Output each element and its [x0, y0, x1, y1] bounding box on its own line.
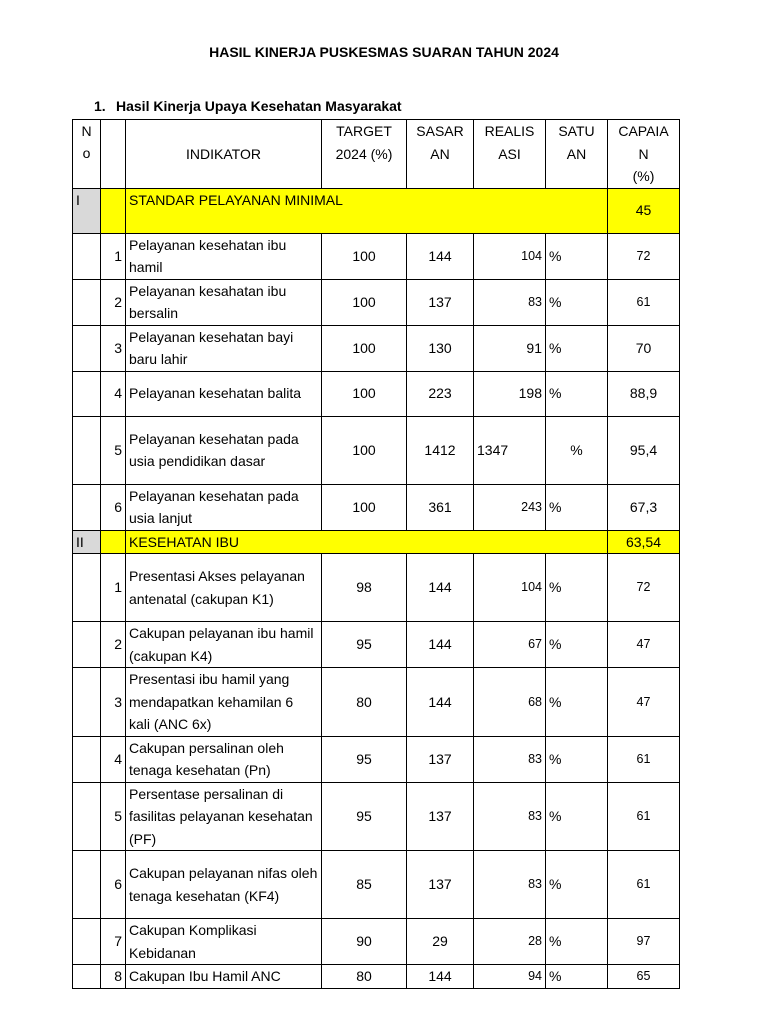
header-indikator: INDIKATOR [126, 120, 322, 189]
row-satuan: % [546, 325, 608, 371]
row-satuan: % [546, 782, 608, 851]
section-roman-numeral: II [73, 530, 101, 554]
row-blank-cell [73, 782, 101, 851]
row-indikator: Pelayanan kesehatan pada usia lanjut [126, 484, 322, 530]
table-row [73, 965, 680, 989]
row-sasaran: 361 [407, 484, 474, 530]
row-indikator: Cakupan Ibu Hamil ANC [126, 965, 322, 989]
document-title: HASIL KINERJA PUSKESMAS SUARAN TAHUN 2024 [209, 44, 559, 60]
row-sasaran: 130 [407, 325, 474, 371]
row-sasaran: 137 [407, 851, 474, 919]
row-blank-cell [73, 554, 101, 622]
row-realisasi: 91 [474, 325, 546, 371]
row-blank-cell [73, 325, 101, 371]
row-satuan: % [546, 965, 608, 989]
row-satuan: % [546, 622, 608, 668]
row-realisasi: 94 [474, 965, 546, 989]
row-number: 7 [101, 919, 126, 965]
row-satuan: % [546, 484, 608, 530]
row-capaian: 61 [608, 782, 680, 851]
row-sasaran: 137 [407, 736, 474, 782]
row-number: 1 [101, 554, 126, 622]
section-row [73, 530, 680, 554]
row-indikator: Pelayanan kesahatan ibu bersalin [126, 279, 322, 325]
row-capaian: 72 [608, 233, 680, 279]
row-realisasi: 83 [474, 782, 546, 851]
row-sasaran: 29 [407, 919, 474, 965]
row-target: 80 [322, 965, 407, 989]
row-blank-cell [73, 851, 101, 919]
row-target: 100 [322, 325, 407, 371]
row-number: 6 [101, 851, 126, 919]
row-sasaran: 144 [407, 965, 474, 989]
row-sasaran: 144 [407, 233, 474, 279]
row-number: 2 [101, 279, 126, 325]
row-blank-cell [73, 416, 101, 484]
table-row [73, 668, 680, 737]
row-indikator: Cakupan persalinan oleh tenaga kesehatan (Pn) [126, 736, 322, 782]
row-realisasi: 83 [474, 279, 546, 325]
row-capaian: 61 [608, 851, 680, 919]
section-heading [94, 98, 402, 114]
row-target: 100 [322, 416, 407, 484]
row-blank-cell [73, 736, 101, 782]
row-capaian: 97 [608, 919, 680, 965]
row-capaian: 65 [608, 965, 680, 989]
row-number: 1 [101, 233, 126, 279]
section-heading-number: 1. [94, 98, 106, 114]
row-sasaran: 137 [407, 782, 474, 851]
row-capaian: 61 [608, 279, 680, 325]
row-satuan: % [546, 919, 608, 965]
row-blank-cell [73, 371, 101, 416]
table-header-row [73, 120, 680, 189]
header-sasaran: SASAR AN [407, 120, 474, 189]
row-number: 3 [101, 668, 126, 737]
row-target: 80 [322, 668, 407, 737]
table-row [73, 279, 680, 325]
table-row [73, 919, 680, 965]
row-target: 95 [322, 782, 407, 851]
table-body [73, 188, 680, 988]
row-satuan: % [546, 851, 608, 919]
row-capaian: 67,3 [608, 484, 680, 530]
row-target: 100 [322, 233, 407, 279]
row-realisasi: 104 [474, 233, 546, 279]
section-row [73, 188, 680, 233]
table-row [73, 554, 680, 622]
row-realisasi: 243 [474, 484, 546, 530]
row-target: 100 [322, 371, 407, 416]
table-row [73, 782, 680, 851]
row-target: 98 [322, 554, 407, 622]
row-blank-cell [73, 668, 101, 737]
row-target: 95 [322, 622, 407, 668]
row-number: 3 [101, 325, 126, 371]
row-satuan: % [546, 371, 608, 416]
header-target: TARGET 2024 (%) [322, 120, 407, 189]
table-row [73, 851, 680, 919]
row-number: 5 [101, 782, 126, 851]
row-sasaran: 137 [407, 279, 474, 325]
row-indikator: Pelayanan kesehatan pada usia pendidikan dasar [126, 416, 322, 484]
row-sasaran: 1412 [407, 416, 474, 484]
section-roman-numeral: I [73, 188, 101, 233]
row-indikator: Cakupan pelayanan ibu hamil (cakupan K4) [126, 622, 322, 668]
section-blank-cell [101, 530, 126, 554]
row-satuan: % [546, 736, 608, 782]
row-capaian: 61 [608, 736, 680, 782]
row-target: 95 [322, 736, 407, 782]
row-realisasi: 68 [474, 668, 546, 737]
header-no: N o [73, 120, 101, 189]
header-realisasi: REALIS ASI [474, 120, 546, 189]
row-indikator: Cakupan pelayanan nifas oleh tenaga kesehatan (KF4) [126, 851, 322, 919]
row-number: 4 [101, 371, 126, 416]
row-realisasi: 83 [474, 736, 546, 782]
row-indikator: Presentasi Akses pelayanan antenatal (cakupan K1) [126, 554, 322, 622]
row-capaian: 72 [608, 554, 680, 622]
row-sasaran: 223 [407, 371, 474, 416]
section-blank-cell [101, 188, 126, 233]
row-target: 85 [322, 851, 407, 919]
header-satuan: SATU AN [546, 120, 608, 189]
row-sasaran: 144 [407, 554, 474, 622]
performance-table [72, 119, 680, 989]
row-target: 100 [322, 484, 407, 530]
row-target: 100 [322, 279, 407, 325]
row-satuan: % [546, 233, 608, 279]
row-blank-cell [73, 919, 101, 965]
section-title: KESEHATAN IBU [126, 530, 608, 554]
row-number: 5 [101, 416, 126, 484]
row-capaian: 70 [608, 325, 680, 371]
table-row [73, 484, 680, 530]
row-number: 4 [101, 736, 126, 782]
row-capaian: 88,9 [608, 371, 680, 416]
row-indikator: Presentasi ibu hamil yang mendapatkan kehamilan 6 kali (ANC 6x) [126, 668, 322, 737]
section-capaian: 63,54 [608, 530, 680, 554]
table-row [73, 325, 680, 371]
row-blank-cell [73, 622, 101, 668]
section-capaian: 45 [608, 188, 680, 233]
row-realisasi: 198 [474, 371, 546, 416]
row-number: 8 [101, 965, 126, 989]
row-sasaran: 144 [407, 668, 474, 737]
row-capaian: 95,4 [608, 416, 680, 484]
row-satuan: % [546, 554, 608, 622]
row-realisasi: 104 [474, 554, 546, 622]
header-capaian: CAPAIA N (%) [608, 120, 680, 189]
row-blank-cell [73, 484, 101, 530]
row-indikator: Cakupan Komplikasi Kebidanan [126, 919, 322, 965]
row-target: 90 [322, 919, 407, 965]
row-realisasi: 28 [474, 919, 546, 965]
row-indikator: Pelayanan kesehatan bayi baru lahir [126, 325, 322, 371]
row-indikator: Pelayanan kesehatan balita [126, 371, 322, 416]
row-indikator: Persentase persalinan di fasilitas pelayanan kesehatan (PF) [126, 782, 322, 851]
section-heading-text: Hasil Kinerja Upaya Kesehatan Masyarakat [116, 98, 402, 114]
row-sasaran: 144 [407, 622, 474, 668]
row-indikator: Pelayanan kesehatan ibu hamil [126, 233, 322, 279]
table-row [73, 736, 680, 782]
row-satuan: % [546, 279, 608, 325]
table-row [73, 416, 680, 484]
table-row [73, 371, 680, 416]
row-capaian: 47 [608, 668, 680, 737]
table-row [73, 622, 680, 668]
row-number: 6 [101, 484, 126, 530]
row-capaian: 47 [608, 622, 680, 668]
header-blank [101, 120, 126, 189]
table-row [73, 233, 680, 279]
row-realisasi: 1347 [474, 416, 546, 484]
row-satuan: % [546, 668, 608, 737]
row-satuan: % [546, 416, 608, 484]
row-blank-cell [73, 233, 101, 279]
row-number: 2 [101, 622, 126, 668]
row-blank-cell [73, 965, 101, 989]
row-realisasi: 67 [474, 622, 546, 668]
row-realisasi: 83 [474, 851, 546, 919]
row-blank-cell [73, 279, 101, 325]
section-title: STANDAR PELAYANAN MINIMAL [126, 188, 608, 233]
